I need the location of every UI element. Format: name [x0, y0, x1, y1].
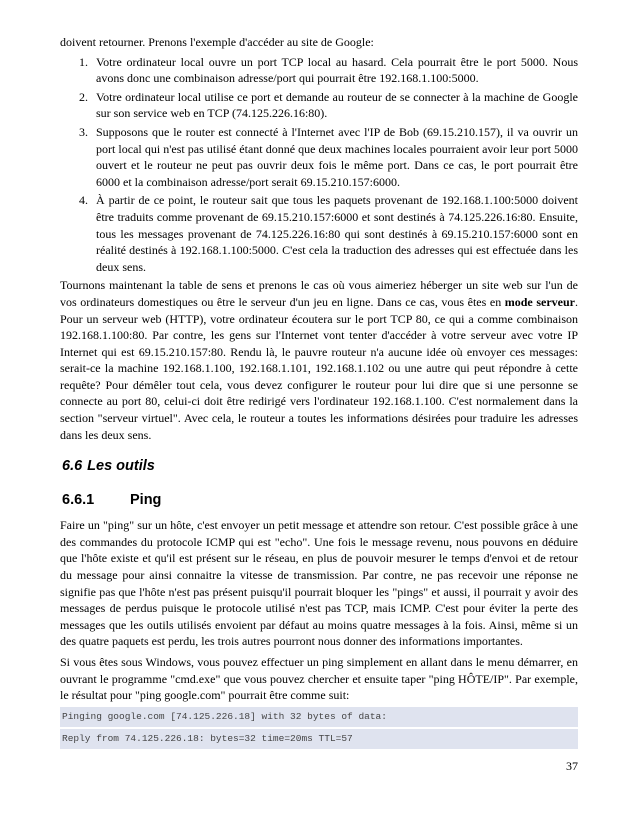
- list-item-text: Votre ordinateur local ouvre un port TCP local au hasard. Cela pourrait être le port 5000. Nous avons donc une combinaison adresse/port qui pourrait être 192.168.1.100:5000.: [96, 54, 578, 86]
- intro-paragraph: doivent retourner. Prenons l'exemple d'accéder au site de Google:: [60, 35, 374, 49]
- code-line: Reply from 74.125.226.18: bytes=32 time=20ms TTL=57: [60, 729, 578, 749]
- list-item: [60, 192, 578, 275]
- list-item: [60, 54, 578, 87]
- subsection-heading: [62, 491, 578, 509]
- server-text-after: . Pour un serveur web (HTTP), votre ordinateur écoutera sur le port TCP 80, ce qui a comme combinaison 192.168.1.100:80. Par contre, les gens sur l'Internet vont tenter d'accéder à votre serveur avec votre IP Internet qui est 69.15.210.157:80. Rendu là, le pauvre routeur n'a aucune idée où envoyer ces messages: serait-ce la machine 192.168.1.100, 192.168.1.101, 192.168.1.102 ou une autre qui peut répondre à cette requête? Pour démêler tout cela, vous devez configurer le routeur pour lui dire que si une personne se connecte au port 80, celui-ci doit être redirigé vers l'ordinateur 192.168.1.100. C'est normalement dans la section "serveur virtuel". Avec cela, le routeur a toutes les informations désirées pour traduire les adresses dans les deux sens.: [60, 294, 578, 442]
- code-block: [60, 707, 578, 749]
- list-item-number: 3.: [79, 124, 88, 139]
- subsection-number: 6.6.1: [62, 492, 95, 509]
- list-item-number: 2.: [79, 89, 88, 104]
- server-paragraph: [60, 277, 578, 443]
- page-content: [60, 34, 578, 749]
- code-line: Pinging google.com [74.125.226.18] with 32 bytes of data:: [60, 707, 578, 727]
- server-text-before: Tournons maintenant la table de sens et prenons le cas où vous aimeriez héberger un site web sur l'un de vos ordinateurs domestiques ou être le serveur d'un jeu en ligne. Dans ce cas, vous êtes en: [60, 278, 578, 309]
- subsection-title: Ping: [130, 492, 162, 509]
- list-item: [60, 89, 578, 122]
- page-number: 37: [566, 759, 578, 773]
- section-heading: [62, 457, 578, 475]
- steps-list: [60, 54, 578, 276]
- ping-paragraph-1: Faire un "ping" sur un hôte, c'est envoyer un petit message et attendre son retour. C'est possible grâce à une des commandes du protocole ICMP qui est "echo". Une fois le message revenu, nous pouvons en déduire que l'hôte existe et qu'il est présent sur le réseau, en plus de pouvoir mesurer le temps d'envoi et de retour du message pour ainsi connaitre la vitesse de transmission. Par contre, ne pas recevoir une réponse ne signifie pas que l'hôte n'est pas présent puisqu'il pourrait bloquer les "pings" et aussi, il pourrait y avoir des messages de perdus puisque le protocole utilisé n'est pas TCP, mais ICMP. C'est pour éviter la perte des messages que les outils utilisés envoient par défaut au moins quatre messages à la fois. Ainsi, même si un des quatre paquets est perdu, les trois autres pourront nous donner des informations importantes.: [60, 518, 578, 649]
- list-item-number: 1.: [79, 54, 88, 69]
- list-item-text: À partir de ce point, le routeur sait que tous les paquets provenant de 192.168.1.100:5000 doivent être traduits comme provenant de 69.15.210.157:6000 et sont destinés à 74.125.226.16:80. Ensuite, tous les messages provenant de 74.125.226.16:80 qui sont destinés à 69.15.210.157:6000 sont en réalité destinés à 192.168.1.100:5000. C'est cela la traduction des adresses qui est effectuée dans les deux sens.: [96, 193, 578, 274]
- section-number: 6.6: [62, 458, 83, 475]
- list-item: [60, 124, 578, 190]
- mode-serveur-term: mode serveur: [504, 294, 575, 309]
- list-item-text: Votre ordinateur local utilise ce port et demande au routeur de se connecter à la machine de Google sur son service web en TCP (74.125.226.16:80).: [96, 89, 578, 121]
- ping-paragraph-2: Si vous êtes sous Windows, vous pouvez effectuer un ping simplement en allant dans le menu démarrer, en ouvrant le programme "cmd.exe" que vous pouvez chercher et ensuite taper "ping HÔTE/IP". Par exemple, le résultat pour "ping google.com" pourrait être comme suit:: [60, 655, 578, 703]
- list-item-number: 4.: [79, 193, 88, 208]
- section-title: Les outils: [87, 458, 155, 475]
- list-item-text: Supposons que le router est connecté à l'Internet avec l'IP de Bob (69.15.210.157), il va ouvrir un port local qui n'est pas utilisé étant donné que deux machines locales pourraient avoir leur port 5000 ouvert et le routeur ne peut pas ouvrir deux fois le même port. Dans ce cas, le port pourrait être 6000 et la combinaison adresse/port serait 69.15.210.157:6000.: [96, 124, 578, 189]
